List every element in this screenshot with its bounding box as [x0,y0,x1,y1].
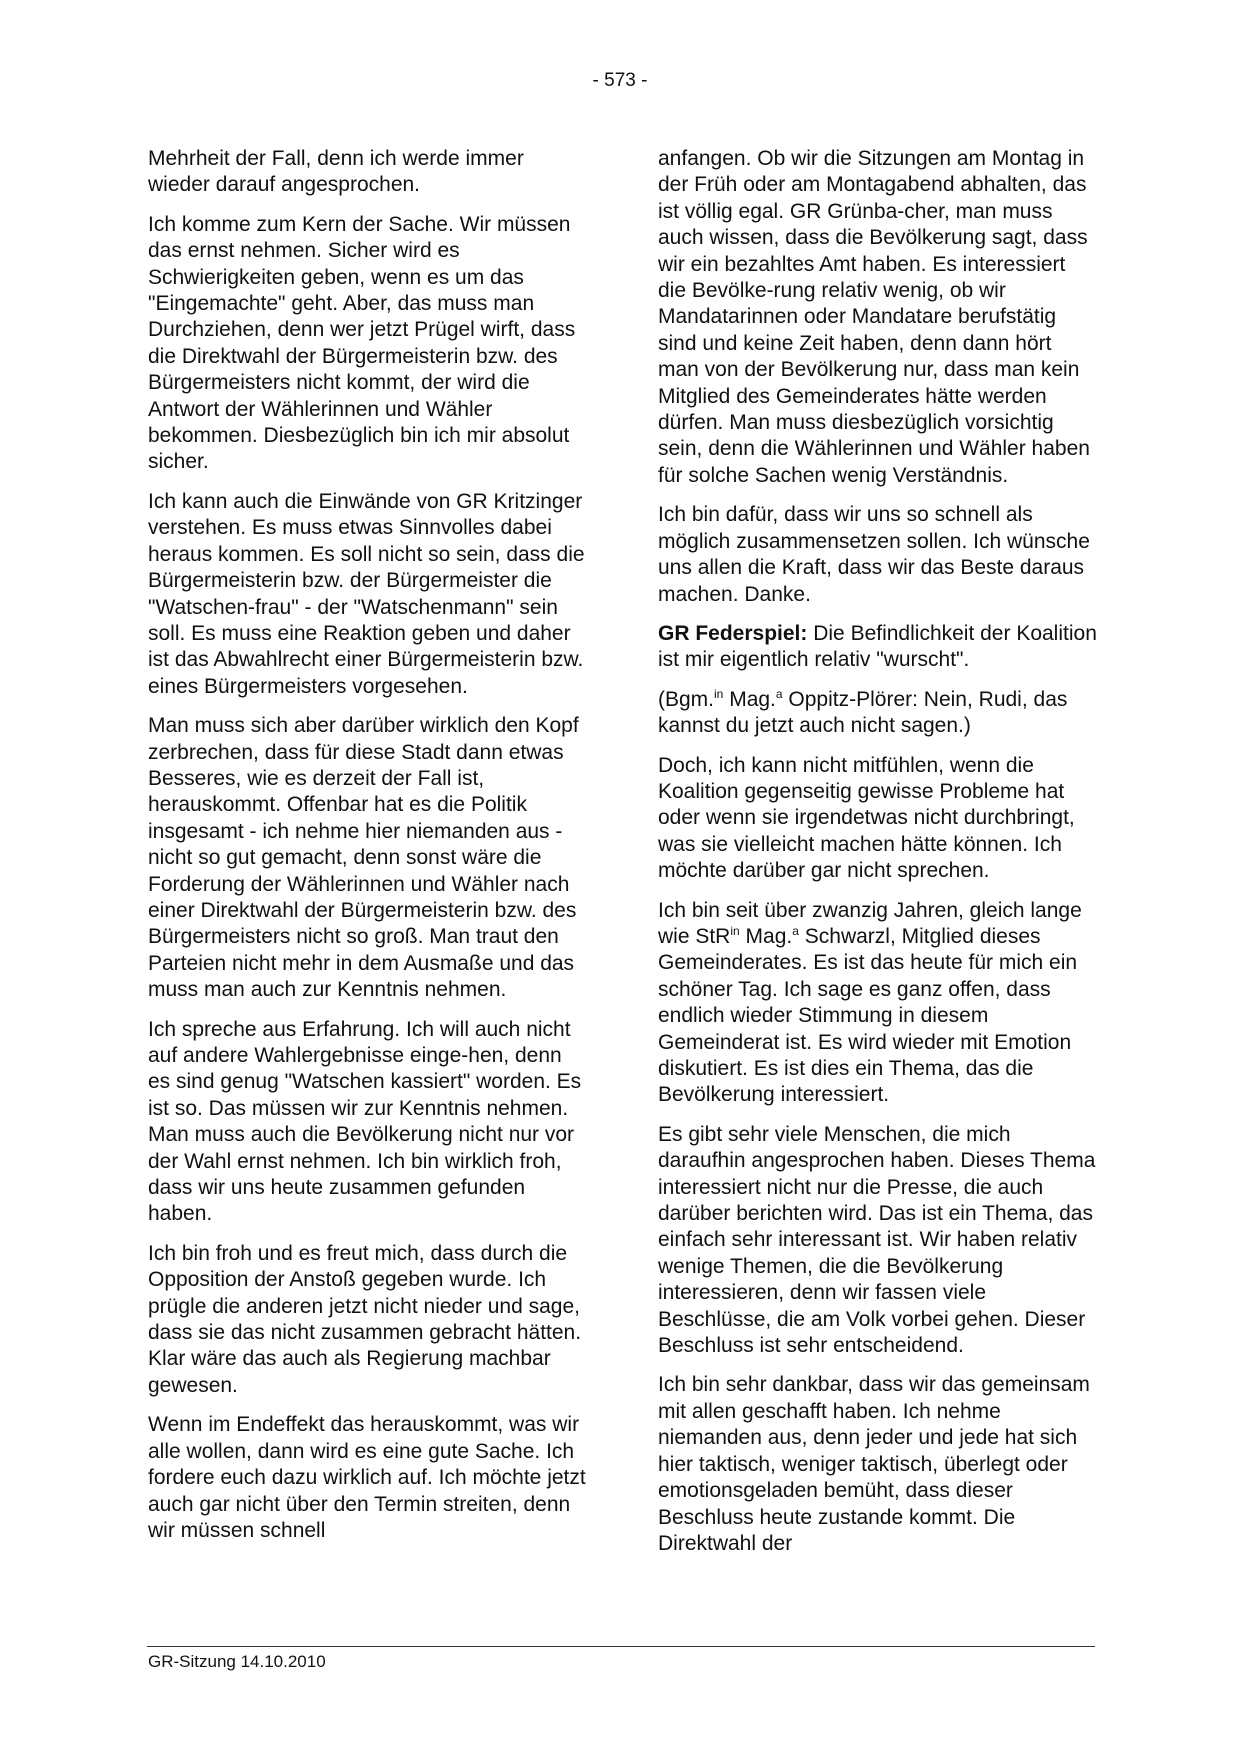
paragraph [658,898,1098,1109]
paragraph: Es gibt sehr viele Menschen, die mich daraufhin angesprochen haben. Dieses Thema interessiert nicht nur die Presse, die auch darüber berichten wird. Das ist ein Thema, das einfach sehr interessant ist. Wir haben relativ wenige Themen, die die Bevölkerung interessieren, denn wir fassen viele Beschlüsse, die am Volk vorbei gehen. Dieser Beschluss ist sehr entscheidend. [658,1122,1096,1358]
right-column [658,146,1098,1570]
interjection-text: (Bgm. [658,687,715,711]
superscript: a [775,686,783,701]
superscript: in [714,686,724,701]
paragraph: Ich bin dafür, dass wir uns so schnell als möglich zusammensetzen sollen. Ich wünsche uns allen die Kraft, dass wir das Beste daraus machen. Danke. [658,503,1090,606]
paragraph: Ich kann auch die Einwände von GR Kritzinger verstehen. Es muss etwas Sinnvolles dabei heraus kommen. Es soll nicht so sein, dass die Bürgermeisterin bzw. der Bürgermeister die "Watschen-frau" - der "Watschenmann" sein soll. Es muss eine Reaktion geben und daher ist das Abwahlrecht einer Bürgermeisterin bzw. eines Bürgermeisters vorgesehen. [148,489,585,698]
paragraph: Ich bin sehr dankbar, dass wir das gemeinsam mit allen geschafft haben. Ich nehme niemanden aus, denn jeder und jede hat sich hier taktisch, weniger taktisch, überlegt oder emotionsgeladen bemüht, dass dieser Beschluss heute zustande kommt. Die Direktwahl der [658,1373,1090,1555]
interjection-text: Mag. [729,687,776,711]
paragraph-text: Mag. [745,924,793,948]
superscript: a [792,923,799,938]
superscript: in [730,923,740,938]
speaker-paragraph [658,621,1098,674]
paragraph: anfangen. Ob wir die Sitzungen am Montag in der Früh oder am Montagabend abhalten, das ist völlig egal. GR Grünba-cher, man muss auch wissen, dass die Bevölkerung sagt, dass wir ein bezahltes Amt haben. Es interessiert die Bevölke-rung relativ wenig, ob wir Mandatarinnen oder Mandatare berufstätig sind und keine Zeit haben, denn dann hört man von der Bevölkerung nur, dass man kein Mitglied des Gemeinderates hätte werden dürfen. Man muss diesbezüglich vorsichtig sein, denn die Wählerinnen und Wähler haben für solche Sachen wenig Verständnis. [658,147,1090,487]
paragraph-text: Ich bin seit über zwanzig Jahren, gleich lange wie StR [658,898,1082,948]
paragraph: Ich komme zum Kern der Sache. Wir müssen das ernst nehmen. Sicher wird es Schwierigkeiten geben, wenn es um das "Eingemachte" geht. Aber, das muss man Durchziehen, denn wer jetzt Prügel wirft, dass die Direktwahl der Bürgermeisterin bzw. des Bürgermeisters nicht kommt, der wird die Antwort der Wählerinnen und Wähler bekommen. Diesbezüglich bin ich mir absolut sicher. [148,212,576,474]
paragraph: Man muss sich aber darüber wirklich den Kopf zerbrechen, dass für diese Stadt dann etwas Besseres, wie es derzeit der Fall ist, herauskommt. Offenbar hat es die Politik insgesamt - ich nehme hier niemanden aus - nicht so gut gemacht, denn sonst wäre die Forderung der Wählerinnen und Wähler nach einer Direktwahl der Bürgermeisterin bzw. des Bürgermeisters nicht so groß. Man traut den Parteien nicht mehr in dem Ausmaße und das muss man auch zur Kenntnis nehmen. [148,714,579,1002]
speaker-text: Die Befindlichkeit der Koalition ist mir eigentlich relativ "wurscht". [658,621,1097,672]
paragraph-text: Schwarzl, Mitglied dieses Gemeinderates. Es ist das heute für mich ein schöner Tag. Ich sage es ganz offen, dass endlich wieder Stimmung in diesem Gemeinderat ist. Es wird wieder mit Emotion diskutiert. Es ist dies ein Thema, das die Bevölkerung interessiert. [658,924,1078,1107]
interjection [658,687,1098,740]
paragraph: Ich spreche aus Erfahrung. Ich will auch nicht auf andere Wahlergebnisse einge-hen, denn es sind genug "Watschen kassiert" worden. Es ist so. Das müssen wir zur Kenntnis nehmen. Man muss auch die Bevölkerung nicht nur vor der Wahl ernst nehmen. Ich bin wirklich froh, dass wir uns heute zusammen gefunden haben. [148,1017,582,1226]
paragraph: Doch, ich kann nicht mitfühlen, wenn die Koalition gegenseitig gewisse Probleme hat oder wenn sie irgendetwas nicht durchbringt, was sie vielleicht machen hätte können. Ich möchte darüber gar nicht sprechen. [658,753,1075,883]
footer-text: GR-Sitzung 14.10.2010 [148,1652,326,1671]
footer-divider [147,1646,1095,1647]
paragraph: Ich bin froh und es freut mich, dass durch die Opposition der Anstoß gegeben wurde. Ich prügle die anderen jetzt nicht nieder und sage, dass sie das nicht zusammen gebracht hätten. Klar wäre das auch als Regierung machbar gewesen. [148,1241,582,1397]
interjection-text: Oppitz-Plörer: Nein, Rudi, das kannst du jetzt auch nicht sagen.) [658,687,1068,738]
speaker-name: GR Federspiel: [658,621,808,645]
paragraph: Wenn im Endeffekt das herauskommt, was wir alle wollen, dann wird es eine gute Sache. Ich fordere euch dazu wirklich auf. Ich möchte jetzt auch gar nicht über den Termin streiten, denn wir müssen schnell [148,1413,586,1542]
page-number: - 573 - [592,70,648,91]
paragraph: Mehrheit der Fall, denn ich werde immer wieder darauf angesprochen. [148,147,524,197]
left-column [148,146,588,1557]
